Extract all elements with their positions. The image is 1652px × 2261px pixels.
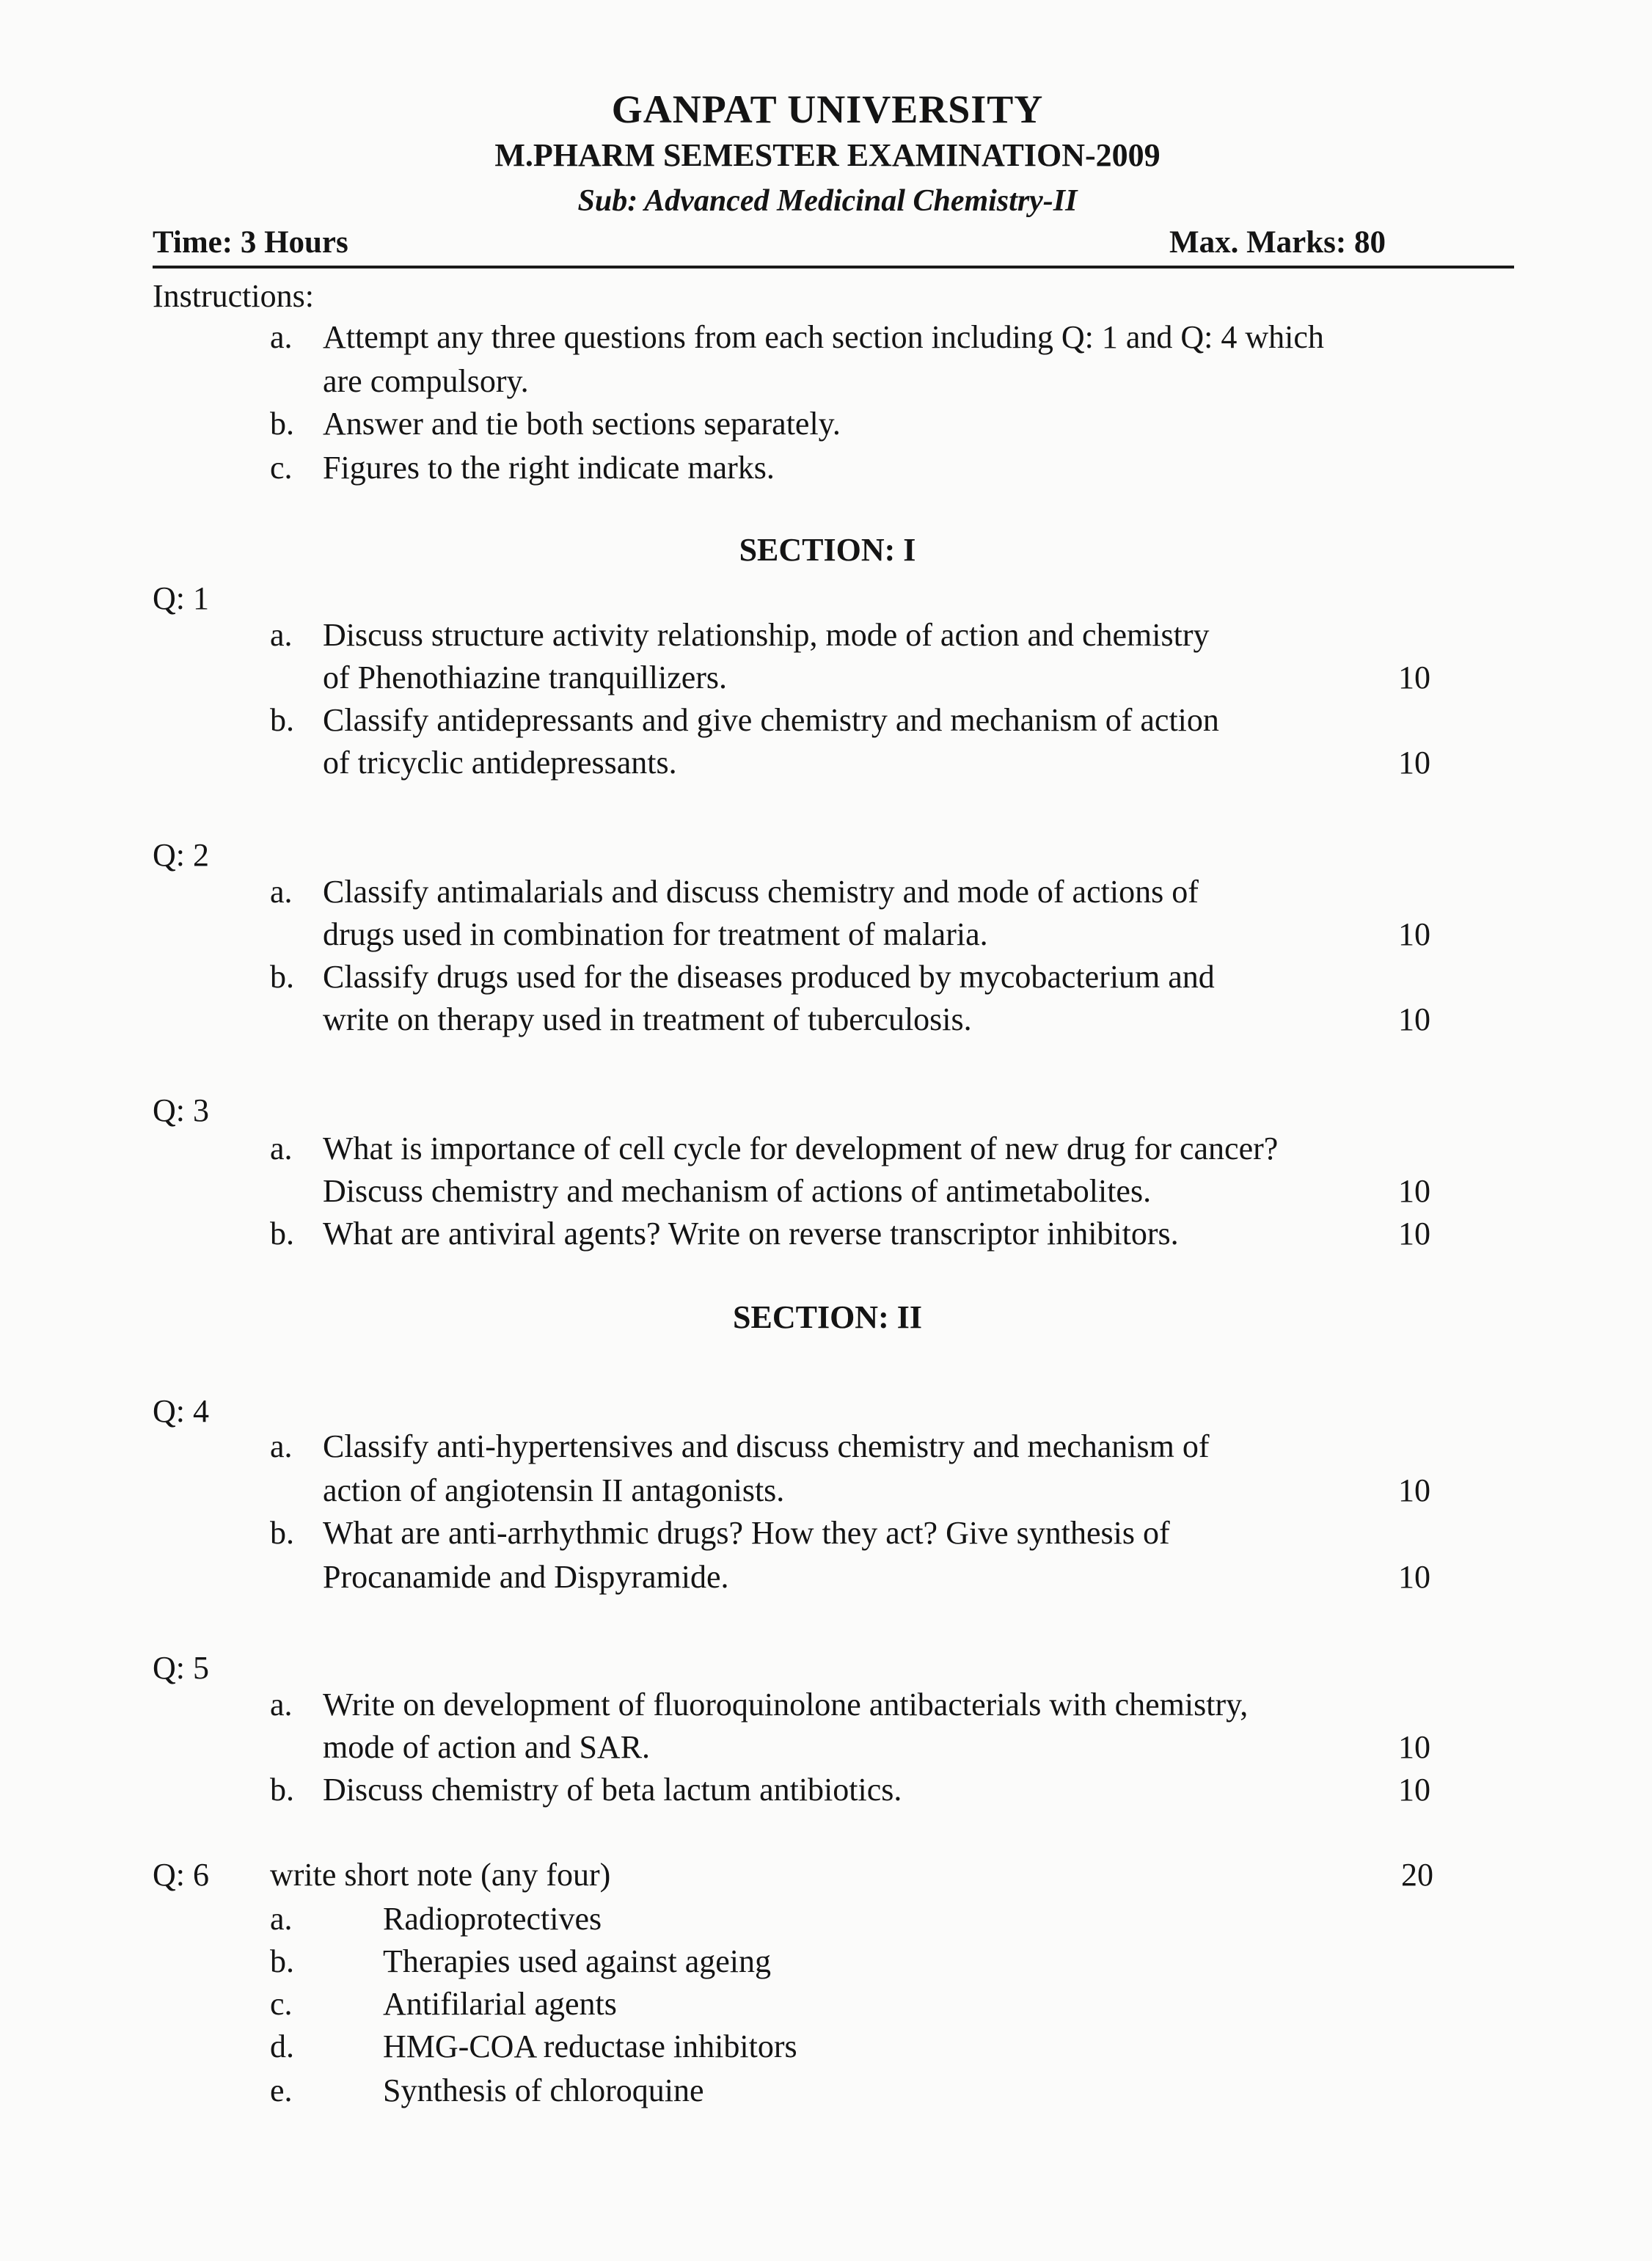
question-text: Discuss chemistry and mechanism of actions of antimetabolites. — [323, 1173, 1152, 1209]
marks: 10 — [1398, 1772, 1430, 1808]
max-marks: Max. Marks: 80 — [1169, 225, 1386, 260]
marks: 10 — [1398, 745, 1430, 781]
question-text: What are anti-arrhythmic drugs? How they act? Give synthesis of — [323, 1515, 1170, 1551]
marks: 10 — [1398, 1173, 1430, 1209]
part-label: a. — [270, 874, 293, 910]
question-text: drugs used in combination for treatment of malaria. — [323, 916, 988, 952]
part-label: a. — [270, 1428, 293, 1464]
note-item: Therapies used against ageing — [383, 1943, 772, 1979]
instructions-title: Instructions: — [153, 278, 314, 314]
marks: 10 — [1398, 660, 1430, 695]
note-item: Antifilarial agents — [383, 1986, 617, 2022]
question-label: Q: 1 — [153, 580, 209, 616]
marks: 10 — [1398, 916, 1430, 952]
header-divider — [153, 266, 1514, 269]
instruction-label: a. — [270, 319, 293, 355]
note-item: HMG-COA reductase inhibitors — [383, 2028, 797, 2064]
question-text: Procanamide and Dispyramide. — [323, 1559, 729, 1595]
instruction-text: are compulsory. — [323, 363, 529, 399]
note-label: c. — [270, 1986, 293, 2022]
question-text: Classify antidepressants and give chemistry and mechanism of action — [323, 702, 1219, 738]
part-label: b. — [270, 1772, 294, 1808]
part-label: a. — [270, 617, 293, 653]
question-label: Q: 5 — [153, 1650, 209, 1686]
marks: 10 — [1398, 1729, 1430, 1765]
question-label: Q: 3 — [153, 1092, 209, 1128]
part-label: b. — [270, 1216, 294, 1252]
question-text: Classify antimalarials and discuss chemistry and mode of actions of — [323, 874, 1199, 910]
subject-title: Sub: Advanced Medicinal Chemistry-II — [577, 184, 1078, 218]
question-label: Q: 2 — [153, 837, 209, 873]
instruction-label: b. — [270, 406, 294, 442]
question-text: Discuss chemistry of beta lactum antibiotics. — [323, 1772, 902, 1808]
note-label: a. — [270, 1901, 293, 1937]
question-text: of Phenothiazine tranquillizers. — [323, 660, 728, 695]
marks: 10 — [1398, 1559, 1430, 1595]
marks: 10 — [1398, 1472, 1430, 1508]
exam-title: M.PHARM SEMESTER EXAMINATION-2009 — [494, 137, 1161, 173]
instruction-text: Figures to the right indicate marks. — [323, 450, 775, 486]
question-text: What are antiviral agents? Write on reverse transcriptor inhibitors. — [323, 1216, 1179, 1252]
note-label: b. — [270, 1943, 294, 1979]
instruction-text: Attempt any three questions from each section including Q: 1 and Q: 4 which — [323, 319, 1324, 355]
note-label: e. — [270, 2072, 293, 2108]
section-title: SECTION: II — [733, 1299, 922, 1335]
part-label: b. — [270, 1515, 294, 1551]
question-text: write on therapy used in treatment of tuberculosis. — [323, 1001, 972, 1037]
question-text: Classify anti-hypertensives and discuss chemistry and mechanism of — [323, 1428, 1210, 1464]
question-text: Classify drugs used for the diseases produced by mycobacterium and — [323, 959, 1215, 995]
section-title: SECTION: I — [739, 532, 916, 568]
question-text: of tricyclic antidepressants. — [323, 745, 677, 781]
part-label: b. — [270, 702, 294, 738]
note-label: d. — [270, 2028, 294, 2064]
part-label: b. — [270, 959, 294, 995]
question-text: action of angiotensin II antagonists. — [323, 1472, 785, 1508]
note-item: Synthesis of chloroquine — [383, 2072, 704, 2108]
instruction-text: Answer and tie both sections separately. — [323, 406, 841, 442]
question-text: mode of action and SAR. — [323, 1729, 651, 1765]
marks: 10 — [1398, 1001, 1430, 1037]
marks: 20 — [1401, 1857, 1433, 1893]
university-title: GANPAT UNIVERSITY — [611, 87, 1044, 131]
time-allowed: Time: 3 Hours — [153, 225, 348, 260]
question-text: write short note (any four) — [270, 1857, 611, 1893]
instruction-label: c. — [270, 450, 293, 486]
note-item: Radioprotectives — [383, 1901, 602, 1937]
marks: 10 — [1398, 1216, 1430, 1252]
part-label: a. — [270, 1130, 293, 1166]
question-text: What is importance of cell cycle for development of new drug for cancer? — [323, 1130, 1279, 1166]
question-label: Q: 4 — [153, 1393, 209, 1429]
part-label: a. — [270, 1687, 293, 1723]
question-label: Q: 6 — [153, 1857, 209, 1893]
question-text: Write on development of fluoroquinolone antibacterials with chemistry, — [323, 1687, 1249, 1723]
question-text: Discuss structure activity relationship, mode of action and chemistry — [323, 617, 1210, 653]
